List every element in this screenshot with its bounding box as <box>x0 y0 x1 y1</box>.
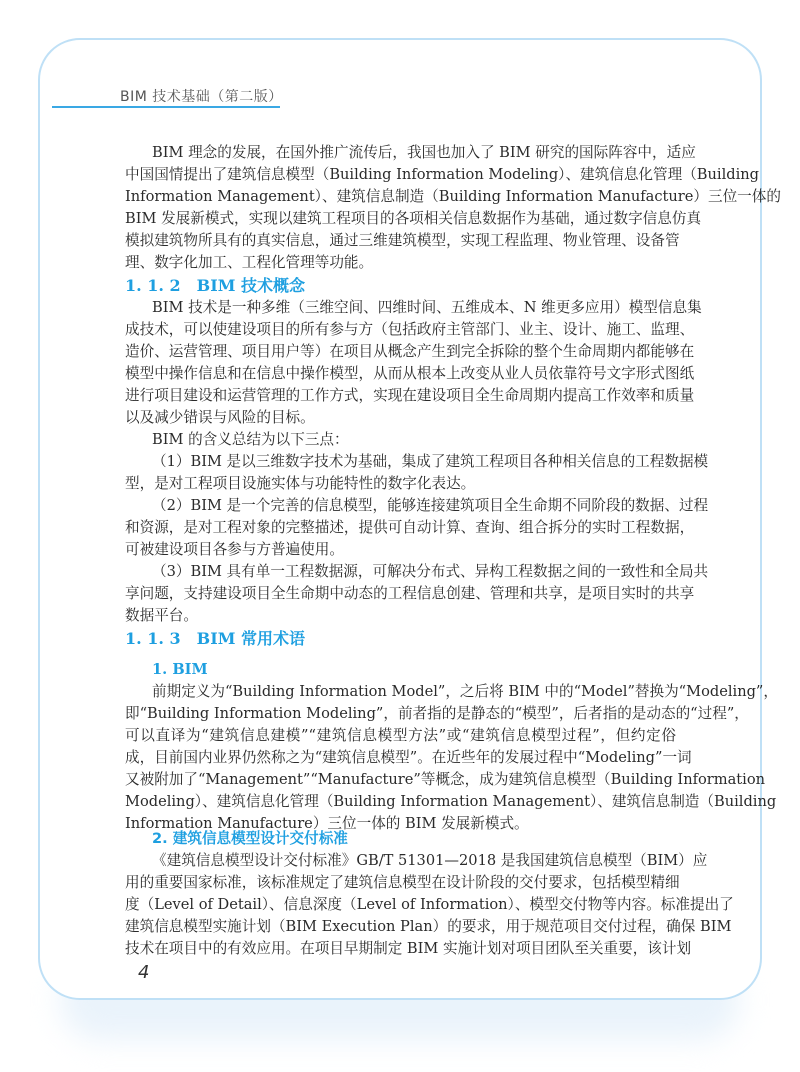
text-line: 成技术，可以使建设项目的所有参与方（包括政府主管部门、业主、设计、施工、监理、 <box>125 321 695 338</box>
running-title: BIM 技术基础（第二版） <box>120 89 283 105</box>
text-line: 理、数字化加工、工程化管理等功能。 <box>125 254 374 271</box>
text-line: BIM 发展新模式，实现以建筑工程项目的各项相关信息数据作为基础，通过数字信息仿真 <box>125 210 702 227</box>
paragraph <box>125 495 709 561</box>
subsection-heading: 2. 建筑信息模型设计交付标准 <box>152 830 348 847</box>
text-line: Information Manufacture）三位一体的 BIM 发展新模式。 <box>125 815 529 832</box>
text-line: （1）BIM 是以三维数字技术为基础，集成了建筑工程项目各种相关信息的工程数据模 <box>152 453 709 470</box>
text-line: 度（Level of Detail）、信息深度（Level of Information）、模型交付物等内容。标准提出了 <box>125 896 734 913</box>
text-line: 可以直译为“建筑信息建模”“建筑信息模型方法”或“建筑信息模型过程”，但约定俗 <box>125 727 676 744</box>
text-line: BIM 的含义总结为以下三点： <box>152 431 349 448</box>
page-number: 4 <box>138 962 150 983</box>
text-line: （2）BIM 是一个完善的信息模型，能够连接建筑项目全生命期不同阶段的数据、过程 <box>152 497 709 514</box>
text-line: 《建筑信息模型设计交付标准》GB/T 51301—2018 是我国建筑信息模型（BIM）应 <box>152 852 708 869</box>
text-line: 可被建设项目各参与方普遍使用。 <box>125 541 344 558</box>
text-line: 数据平台。 <box>125 607 198 624</box>
text-line: Information Management）、建筑信息制造（Building Information Manufacture）三位一体的 <box>125 188 781 205</box>
paragraph <box>125 429 676 451</box>
text-line: 和资源，是对工程对象的完整描述，提供可自动计算、查询、组合拆分的实时工程数据， <box>125 519 695 536</box>
paragraph <box>125 681 778 835</box>
text-line: 即“Building Information Modeling”，前者指的是静态的“模型”，后者指的是动态的“过程”， <box>125 705 749 722</box>
text-line: 享问题，支持建设项目全生命期中动态的工程信息创建、管理和共享，是项目实时的共享 <box>125 585 695 602</box>
text-line: 成，目前国内业界仍然称之为“建筑信息模型”。在近些年的发展过程中“Modeling”一词 <box>125 749 692 766</box>
header-rule <box>52 106 280 108</box>
text-line: 前期定义为“Building Information Model”，之后将 BIM 中的“Model”替换为“Modeling”， <box>152 683 778 700</box>
text-line: 模型中操作信息和在信息中操作模型，从而从根本上改变从业人员依靠符号文字形式图纸 <box>125 365 695 382</box>
text-line: 技术在项目中的有效应用。在项目早期制定 BIM 实施计划对项目团队至关重要，该计划 <box>125 940 692 957</box>
text-line: 用的重要国家标准，该标准规定了建筑信息模型在设计阶段的交付要求，包括模型精细 <box>125 874 680 891</box>
text-line: 型，是对工程项目设施实体与功能特性的数字化表达。 <box>125 475 476 492</box>
paragraph <box>125 142 781 274</box>
text-line: BIM 理念的发展，在国外推广流传后，我国也加入了 BIM 研究的国际阵容中，适应 <box>152 144 696 161</box>
paragraph <box>125 451 709 495</box>
text-line: 模拟建筑物所具有的真实信息，通过三维建筑模型，实现工程监理、物业管理、设备管 <box>125 232 680 249</box>
paragraph <box>125 561 709 627</box>
text-line: （3）BIM 具有单一工程数据源，可解决分布式、异构工程数据之间的一致性和全局共 <box>152 563 709 580</box>
text-line: 建筑信息模型实施计划（BIM Execution Plan）的要求，用于规范项目交付过程，确保 BIM <box>125 918 732 935</box>
text-line: 又被附加了“Management”“Manufacture”等概念，成为建筑信息模型（Building Information <box>125 771 766 788</box>
section-heading: 1. 1. 2 BIM 技术概念 <box>125 276 305 295</box>
text-line: 中国国情提出了建筑信息模型（Building Information Modeling）、建筑信息化管理（Building <box>125 166 760 183</box>
text-line: 造价、运营管理、项目用户等）在项目从概念产生到完全拆除的整个生命周期内都能够在 <box>125 343 695 360</box>
text-line: 以及减少错误与风险的目标。 <box>125 409 315 426</box>
subsection-heading: 1. BIM <box>152 661 208 678</box>
text-line: BIM 技术是一种多维（三维空间、四维时间、五维成本、N 维更多应用）模型信息集 <box>152 299 702 316</box>
text-line: Modeling）、建筑信息化管理（Building Information Management）、建筑信息制造（Building <box>125 793 777 810</box>
paragraph <box>125 297 702 429</box>
section-heading: 1. 1. 3 BIM 常用术语 <box>125 629 305 648</box>
text-line: 进行项目建设和运营管理的工作方式，实现在建设项目全生命周期内提高工作效率和质量 <box>125 387 695 404</box>
page-body <box>125 142 781 960</box>
paragraph <box>125 850 734 960</box>
